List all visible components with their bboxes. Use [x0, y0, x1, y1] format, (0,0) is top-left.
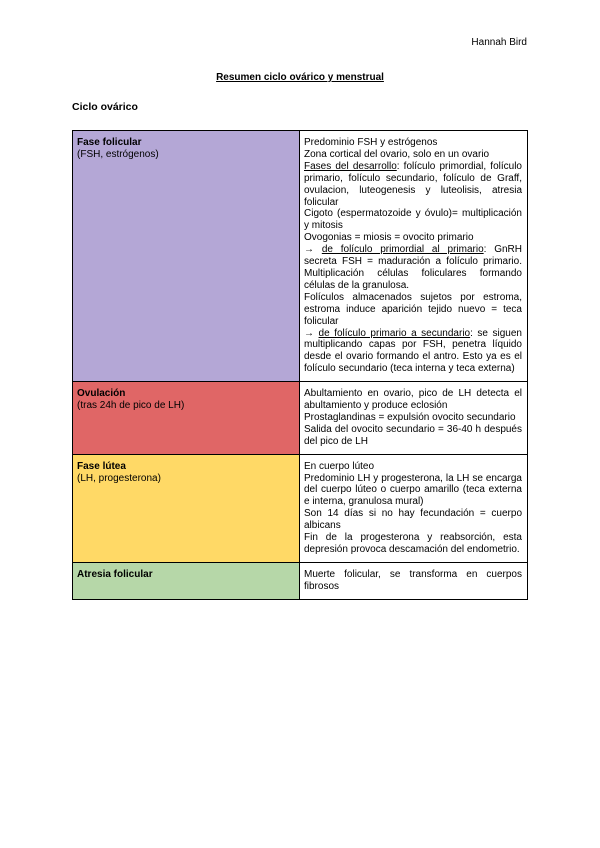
phase-cell-fase-lutea — [73, 454, 300, 562]
paragraph: Cigoto (espermatozoide y óvulo)= multiplicación y mitosis — [304, 208, 522, 232]
paragraph: Predominio FSH y estrógenos — [304, 137, 438, 148]
arrow-icon: → — [304, 244, 322, 256]
author-name: Hannah Bird — [471, 37, 527, 48]
paragraph: Salida del ovocito secundario = 36-40 h después del pico de LH — [304, 423, 522, 447]
paragraph: Muerte folicular, se transforma en cuerpos fibrosos — [304, 568, 522, 592]
underlined-term: Fases del desarrollo — [304, 160, 397, 172]
underlined-term: de folículo primario a secundario — [318, 327, 471, 339]
table-row — [73, 131, 528, 382]
phase-name: Ovulación — [77, 388, 126, 400]
ovarian-cycle-table — [72, 130, 528, 600]
paragraph: Folículos almacenados sujetos por estroma, estroma induce aparición tejido nuevo = teca folicular — [304, 291, 522, 327]
description-cell — [300, 454, 528, 562]
paragraph: Ovogonias = miosis = ovocito primario — [304, 232, 474, 244]
paragraph: Fases del desarrollo: folículo primordial, folículo primario, folículo secundario, folículo de Graff, ovulacion, luteogenesis y luteolisis, atresia folicular — [304, 160, 522, 208]
paragraph: Abultamiento en ovario, pico de LH detecta el abultamiento y produce eclosión — [304, 388, 522, 412]
table-row — [73, 562, 528, 599]
paragraph: → de folículo primordial al primario: GnRH secreta FSH = maduración a folículo primario. Multiplicación células foliculares formando células de la granulosa. — [304, 244, 523, 291]
phase-cell-fase-folicular — [73, 131, 300, 382]
phase-cell-atresia-folicular — [73, 562, 300, 599]
phase-name: Atresia folicular — [77, 568, 153, 580]
paragraph: → de folículo primario a secundario: se siguen multiplicando capas por FSH, penetra líquido desde el ovario formando el antro. Esto ya es el folículo secundario (teca interna y teca externa) — [304, 327, 522, 375]
table-row — [73, 382, 528, 455]
description-cell — [300, 562, 528, 599]
phase-name: Fase folicular — [77, 137, 142, 148]
section-title: Ciclo ovárico — [72, 101, 138, 113]
paragraph: Fin de la progesterona y reabsorción, esta depresión provoca descamación del endometrio. — [304, 532, 522, 555]
paragraph: Zona cortical del ovario, solo en un ovario — [304, 148, 490, 160]
paragraph: En cuerpo lúteo — [304, 460, 375, 472]
underlined-term: de folículo primordial al primario — [321, 244, 484, 256]
phase-subtitle: (tras 24h de pico de LH) — [77, 400, 185, 412]
description-cell — [300, 382, 528, 455]
document-title: Resumen ciclo ovárico y menstrual — [216, 72, 384, 83]
paragraph: Prostaglandinas = expulsión ovocito secundario — [304, 411, 516, 423]
phase-subtitle: (LH, progesterona) — [77, 472, 161, 484]
phase-subtitle: (FSH, estrógenos) — [77, 148, 159, 160]
table-row — [73, 454, 528, 562]
description-cell — [300, 131, 528, 382]
arrow-icon: → — [304, 327, 319, 339]
paragraph: Son 14 días si no hay fecundación = cuerpo albicans — [304, 508, 522, 532]
paragraph: Predominio LH y progesterona, la LH se encarga del cuerpo lúteo o cuerpo amarillo (teca externa e interna, granulosa mural) — [304, 472, 522, 508]
phase-cell-ovulacion — [73, 382, 300, 455]
phase-name: Fase lútea — [77, 460, 126, 472]
